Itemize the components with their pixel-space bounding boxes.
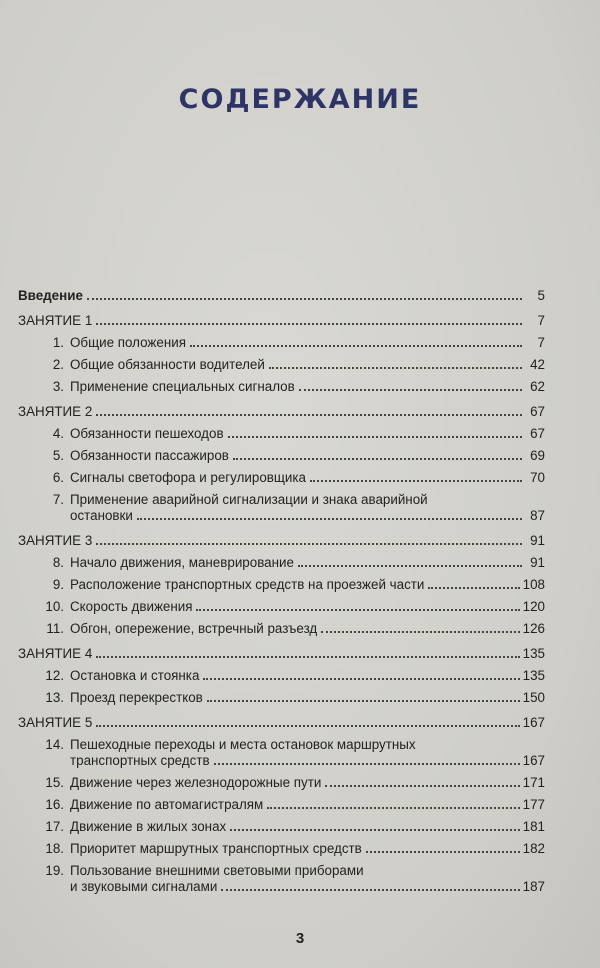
toc-page: 91 [530,555,545,570]
toc-label: ЗАНЯТИЕ 5 [18,715,93,730]
leader-dots [298,565,522,567]
toc-label: Сигналы светофора и регулировщика [70,470,306,485]
toc-label-continued: остановки [70,508,133,523]
toc-number: 12. [45,668,64,683]
toc-label: Движение в жилых зонах [70,819,227,834]
toc-number: 14. [45,737,64,752]
toc-entry-9 [18,577,545,593]
toc-entry-15 [18,775,545,791]
leader-dots [96,414,522,416]
toc-label: Приоритет маршрутных транспортных средств [70,841,362,856]
leader-dots [96,543,522,545]
toc-entry-4 [18,426,545,442]
toc-page: 187 [522,879,545,894]
toc-label: Расположение транспортных средств на проезжей части [70,577,425,592]
leader-dots [299,389,522,391]
toc-entry-8 [18,555,545,571]
toc-label: Обгон, опережение, встречный разъезд [70,621,318,636]
toc-label: Остановка и стоянка [70,668,200,683]
toc-lesson-4 [18,646,545,662]
toc-page: 87 [530,508,545,523]
toc-label: Общие положения [70,335,186,350]
leader-dots [96,323,522,325]
toc-label: Обязанности пешеходов [70,426,224,441]
toc-entry-5 [18,448,545,464]
toc-page: 150 [522,690,545,705]
toc-label: ЗАНЯТИЕ 4 [18,646,93,661]
toc-entry-11 [18,621,545,637]
toc-number: 8. [52,555,64,570]
toc-number: 7. [52,492,64,507]
toc-number: 1. [52,335,64,350]
page-title: СОДЕРЖАНИЕ [178,84,422,115]
toc-entry-3 [18,379,545,395]
toc-number: 11. [46,621,64,636]
toc-number: 18. [45,841,64,856]
toc-label: Применение аварийной сигнализации и знака аварийной [70,492,428,507]
leader-dots [428,587,519,589]
toc-label-continued: транспортных средств [70,753,210,768]
toc-number: 15. [45,775,64,790]
toc-label: Движение по автомагистралям [70,797,264,812]
toc-label: Введение [18,288,83,303]
toc-entry-6 [18,470,545,486]
toc-label-continued: и звуковыми сигналами [70,879,218,894]
leader-dots [203,678,519,680]
leader-dots [214,763,520,765]
table-of-contents [18,288,545,901]
toc-page: 167 [522,753,545,768]
toc-entry-16 [18,797,545,813]
leader-dots [310,480,522,482]
toc-entry-intro [18,288,545,304]
toc-page: 67 [530,426,545,441]
toc-page: 42 [530,357,545,372]
toc-label: Скорость движения [70,599,193,614]
toc-number: 19. [45,863,64,878]
toc-label: Применение специальных сигналов [70,379,295,394]
leader-dots [87,298,522,300]
toc-page: 7 [537,335,545,350]
toc-page: 120 [522,599,545,614]
toc-page: 167 [522,715,545,730]
toc-label: Общие обязанности водителей [70,357,265,372]
toc-page: 177 [522,797,545,812]
page-number: 3 [295,930,305,947]
toc-entry-7 [18,492,545,524]
toc-number: 2. [52,357,64,372]
toc-label: ЗАНЯТИЕ 1 [18,313,93,328]
leader-dots [221,889,519,891]
toc-page: 181 [522,819,545,834]
leader-dots [190,345,522,347]
toc-label: Начало движения, маневрирование [70,555,294,570]
toc-entry-17 [18,819,545,835]
toc-page: 62 [530,379,545,394]
toc-number: 17. [45,819,64,834]
leader-dots [321,631,519,633]
toc-label: Движение через железнодорожные пути [70,775,322,790]
toc-page: 126 [522,621,545,636]
toc-page: 108 [522,577,545,592]
toc-page: 7 [537,313,545,328]
toc-page: 171 [522,775,545,790]
toc-page: 135 [522,646,545,661]
toc-lesson-3 [18,533,545,549]
toc-number: 5. [52,448,64,463]
leader-dots [269,367,522,369]
leader-dots [137,518,522,520]
toc-label: Проезд перекрестков [70,690,203,705]
toc-entry-13 [18,690,545,706]
toc-entry-14 [18,737,545,769]
leader-dots [233,458,522,460]
toc-page: 69 [530,448,545,463]
leader-dots [230,829,519,831]
toc-entry-2 [18,357,545,373]
toc-label: ЗАНЯТИЕ 2 [18,404,93,419]
toc-label: Пешеходные переходы и места остановок маршрутных [70,737,416,752]
leader-dots [267,807,519,809]
toc-page: 182 [522,841,545,856]
toc-page: 5 [537,288,545,303]
leader-dots [96,656,519,658]
toc-number: 16. [45,797,64,812]
toc-page: 135 [522,668,545,683]
toc-entry-18 [18,841,545,857]
toc-page: 91 [530,533,545,548]
toc-label: Пользование внешними световыми приборами [70,863,364,878]
toc-entry-19 [18,863,545,895]
toc-lesson-1 [18,313,545,329]
toc-number: 3. [52,379,64,394]
leader-dots [207,700,520,702]
toc-page: 67 [530,404,545,419]
leader-dots [96,725,519,727]
toc-entry-10 [18,599,545,615]
toc-page: 70 [530,470,545,485]
toc-label: Обязанности пассажиров [70,448,229,463]
toc-entry-12 [18,668,545,684]
leader-dots [325,785,519,787]
toc-label: ЗАНЯТИЕ 3 [18,533,93,548]
toc-entry-1 [18,335,545,351]
toc-number: 13. [45,690,64,705]
toc-number: 6. [52,470,64,485]
toc-lesson-5 [18,715,545,731]
leader-dots [366,851,520,853]
toc-number: 10. [45,599,64,614]
toc-number: 9. [52,577,64,592]
leader-dots [196,609,519,611]
toc-lesson-2 [18,404,545,420]
toc-number: 4. [52,426,64,441]
leader-dots [228,436,522,438]
